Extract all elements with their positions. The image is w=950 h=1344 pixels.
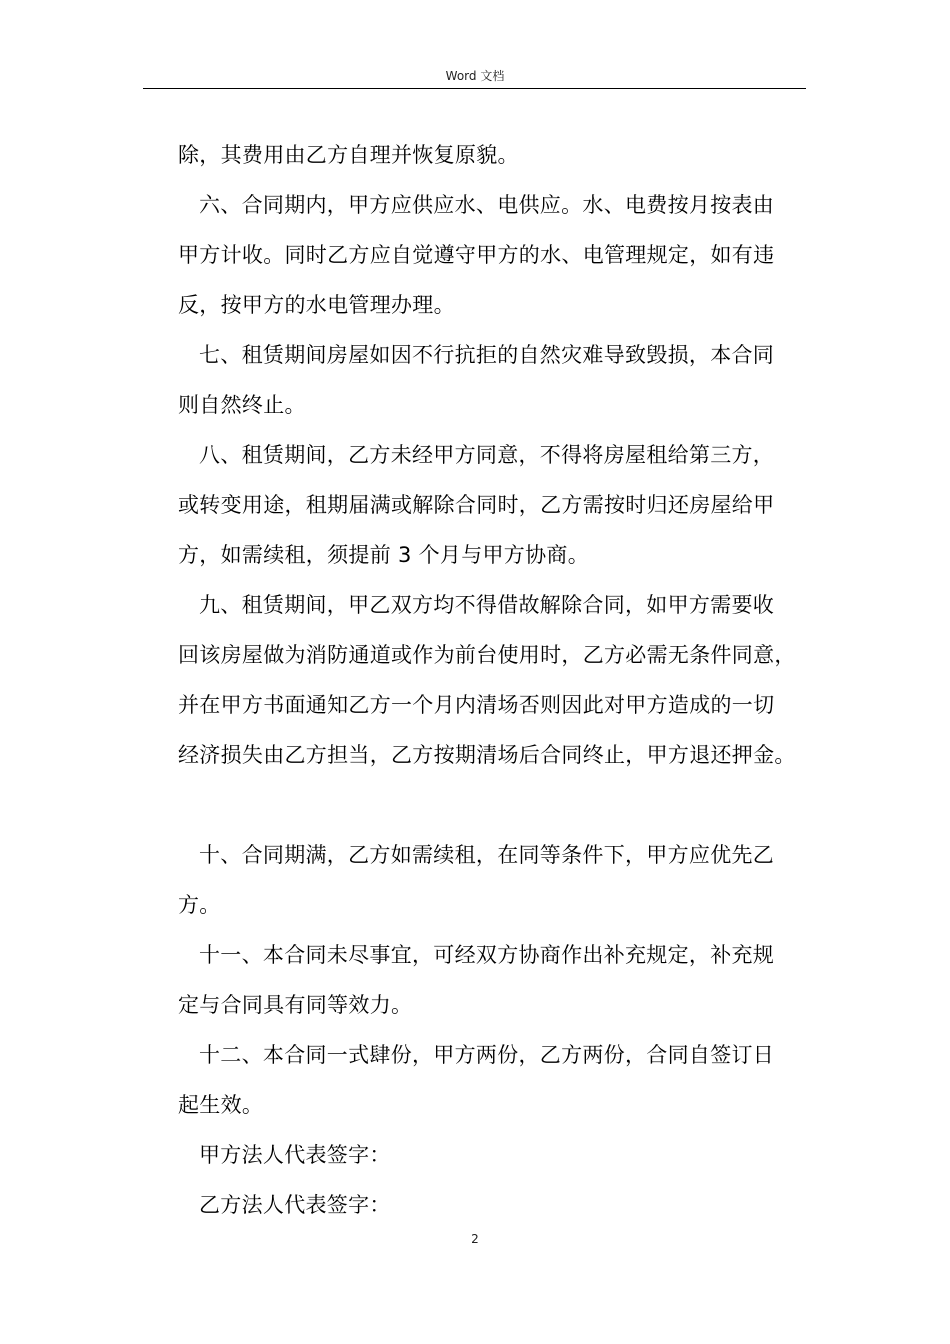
text-line: 回该房屋做为消防通道或作为前台使用时，乙方必需无条件同意，: [178, 643, 796, 667]
text-line: 甲方计收。同时乙方应自觉遵守甲方的水、电管理规定，如有违: [178, 243, 775, 267]
blank-line: [178, 780, 808, 830]
header-divider: [143, 88, 806, 89]
text-line: 十一、本合同未尽事宜，可经双方协商作出补充规定，补充规: [199, 943, 775, 967]
page-header-title: Word 文档: [445, 69, 505, 83]
text-line: 方。: [178, 893, 221, 917]
text-line: 反，按甲方的水电管理办理。: [178, 293, 455, 317]
text-line: 十二、本合同一式肆份，甲方两份，乙方两份，合同自签订日: [199, 1043, 775, 1067]
text-line: 八、租赁期间，乙方未经甲方同意，不得将房屋租给第三方，: [199, 443, 775, 467]
text-line: 十、合同期满，乙方如需续租，在同等条件下，甲方应优先乙: [199, 843, 775, 867]
text-line: 则自然终止。: [178, 393, 306, 417]
document-body: [178, 130, 808, 1230]
text-line: 或转变用途，租期届满或解除合同时，乙方需按时归还房屋给甲: [178, 493, 775, 517]
text-line: 七、租赁期间房屋如因不行抗拒的自然灾难导致毁损，本合同: [199, 343, 775, 367]
page-number: 2: [471, 1232, 479, 1246]
text-line: 经济损失由乙方担当，乙方按期清场后合同终止，甲方退还押金。: [178, 743, 796, 767]
text-line: 定与合同具有同等效力。: [178, 993, 413, 1017]
text-line: 甲方法人代表签字：: [199, 1143, 391, 1167]
text-line: 六、合同期内，甲方应供应水、电供应。水、电费按月按表由: [199, 193, 775, 217]
text-line: 九、租赁期间，甲乙双方均不得借故解除合同，如甲方需要收: [199, 593, 775, 617]
text-line: 方，如需续租，须提前 3 个月与甲方协商。: [178, 543, 590, 567]
text-line: 乙方法人代表签字：: [199, 1193, 391, 1217]
text-line: 除，其费用由乙方自理并恢复原貌。: [178, 143, 519, 167]
text-line: 起生效。: [178, 1093, 264, 1117]
text-line: 并在甲方书面通知乙方一个月内清场否则因此对甲方造成的一切: [178, 693, 775, 717]
